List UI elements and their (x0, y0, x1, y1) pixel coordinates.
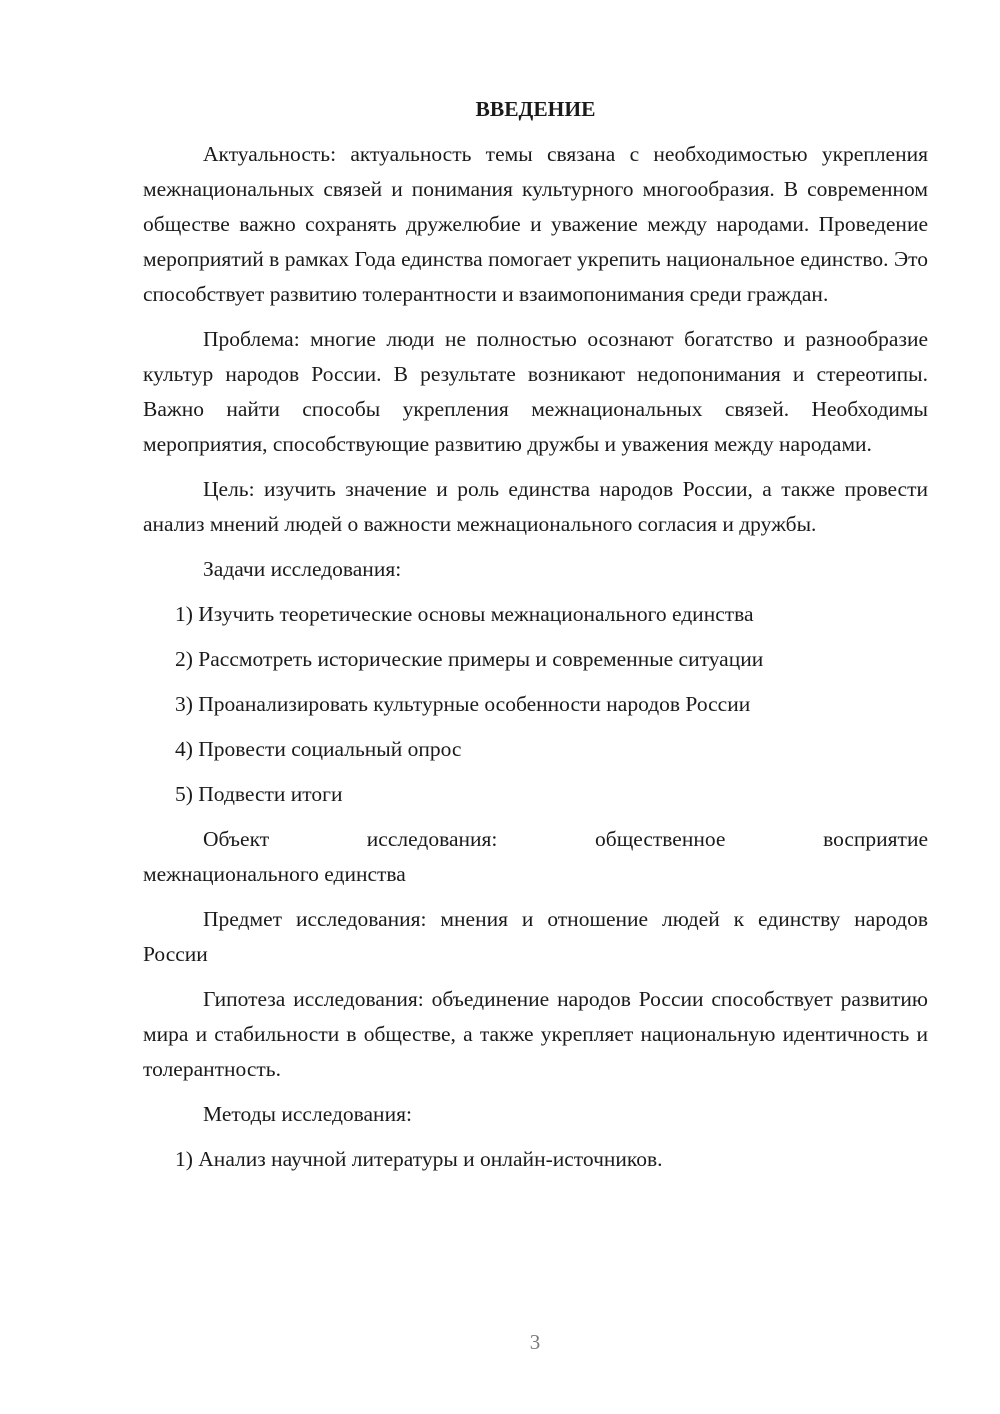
list-item: 2) Рассмотреть исторические примеры и современные ситуации (175, 647, 764, 671)
object-line-1: Объект исследования: общественное восприятие (203, 827, 928, 851)
tasks-heading: Задачи исследования: (203, 557, 402, 581)
tasks-list (143, 597, 928, 812)
list-item: 1) Изучить теоретические основы межнационального единства (175, 602, 754, 626)
list-item: 4) Провести социальный опрос (175, 737, 462, 761)
page-number: 3 (529, 1330, 541, 1354)
methods-heading: Методы исследования: (203, 1102, 412, 1126)
methods-list (143, 1142, 928, 1177)
page-title: ВВЕДЕНИЕ (475, 97, 596, 121)
list-item: 1) Анализ научной литературы и онлайн-источников. (175, 1147, 663, 1171)
subject-paragraph: Предмет исследования: мнения и отношение людей к единству народов России (143, 907, 928, 966)
goal-paragraph: Цель: изучить значение и роль единства народов России, а также провести анализ мнений людей о важности межнационального согласия и дружбы. (143, 477, 928, 536)
relevance-paragraph: Актуальность: актуальность темы связана с необходимостью укрепления межнациональных связей и понимания культурного многообразия. В современном обществе важно сохранять дружелюбие и уважение между народами. Проведение мероприятий в рамках Года единства помогает укрепить национальное единство. Это способствует развитию толерантности и взаимопонимания среди граждан. (143, 142, 928, 306)
document-page (143, 92, 928, 1187)
list-item: 5) Подвести итоги (175, 782, 343, 806)
hypothesis-paragraph: Гипотеза исследования: объединение народов России способствует развитию мира и стабильности в обществе, а также укрепляет национальную идентичность и толерантность. (143, 987, 928, 1081)
problem-paragraph: Проблема: многие люди не полностью осознают богатство и разнообразие культур народов России. В результате возникают недопонимания и стереотипы. Важно найти способы укрепления межнациональных связей. Необходимы мероприятия, способствующие развитию дружбы и уважения между народами. (143, 327, 928, 456)
list-item: 3) Проанализировать культурные особенности народов России (175, 692, 751, 716)
object-paragraph (143, 822, 928, 892)
object-line-2: межнационального единства (143, 862, 406, 886)
